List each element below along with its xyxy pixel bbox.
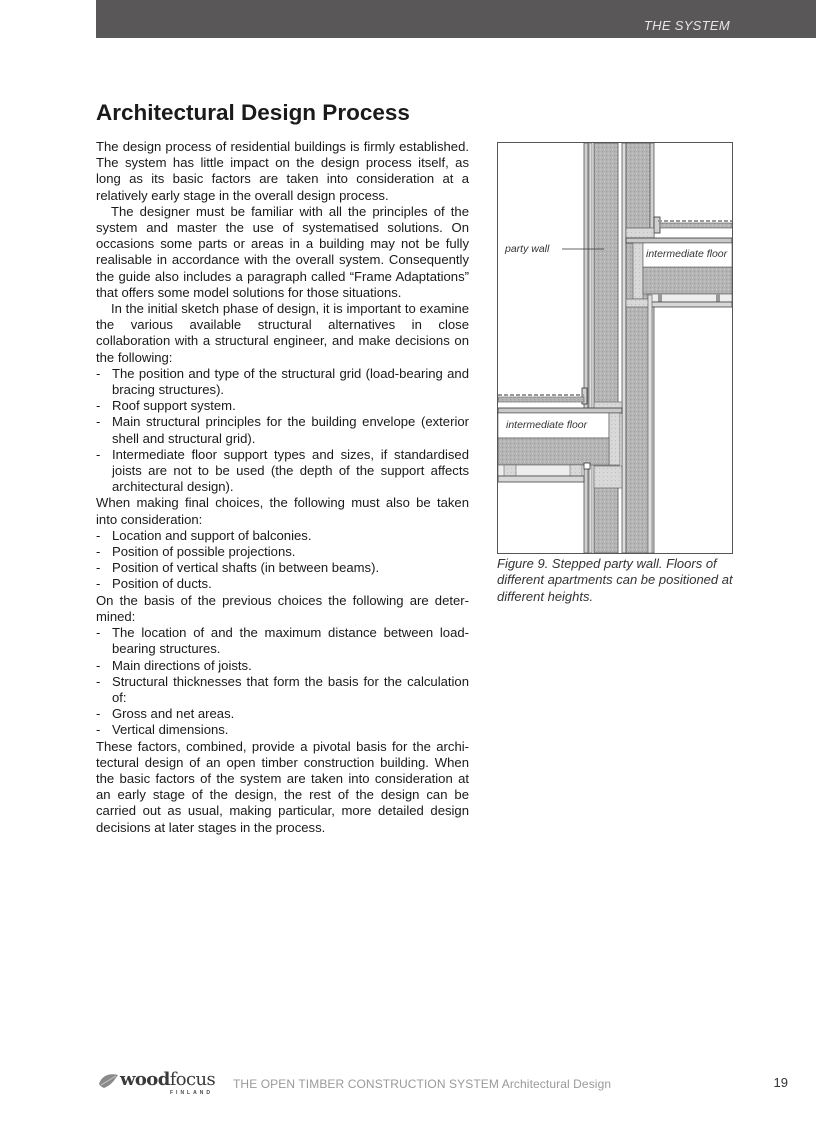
logo-subtitle: FINLAND [170, 1090, 213, 1096]
paragraph: In the initial sketch phase of design, it is important to examine the various available structural alternatives in close collaboration with a structural engineer, and make decisions on the following: [96, 301, 469, 365]
stepped-party-wall-figure [497, 142, 733, 554]
decision-list [96, 366, 469, 496]
list-item: - Vertical dimensions. [96, 722, 229, 738]
list-item: - Position of ducts. [96, 576, 212, 592]
list-item: - Main directions of joists. [96, 657, 252, 673]
page-footer [96, 1068, 796, 1098]
list-item: - Location and support of balconies. [96, 527, 312, 543]
section-drawing [498, 143, 732, 553]
list-item: - Main structural principles for the building envelope (exterior shell and structural grid). [96, 414, 469, 446]
list-item: - Intermediate floor support types and sizes, if standardised joists are not to be used (the depth of the support affects architectural design). [96, 446, 469, 495]
consideration-list [96, 528, 469, 593]
paragraph: When making final choices, the following must also be taken into consideration: [96, 495, 469, 527]
list-item: - Structural thicknesses that form the basis for the calculation of: [96, 673, 469, 705]
page-number: 19 [773, 1075, 788, 1090]
body-text-column [96, 139, 469, 836]
label-intermediate-floor-upper: intermediate floor [646, 248, 728, 260]
woodfocus-logo [96, 1068, 226, 1098]
running-title: THE OPEN TIMBER CONSTRUCTION SYSTEM Architectural Design [233, 1077, 612, 1091]
section-label: THE SYSTEM [643, 18, 730, 33]
list-item: - Position of vertical shafts (in between beams). [96, 560, 380, 576]
label-intermediate-floor-lower: intermediate floor [506, 419, 588, 431]
list-item: - The position and type of the structural grid (load-bearing and bracing structures). [96, 365, 469, 398]
page-title: Architectural Design Process [96, 100, 410, 125]
figure-caption: Figure 9. Stepped party wall. Floors of different apartments can be positioned at different heights. [497, 556, 733, 604]
paragraph: The designer must be familiar with all the principles of the system and master the use of systematised solutions. On occasions some parts or areas in a building may not be fully realisable in accordance with the overall system. Consequently the guide also includes a paragraph called “Frame Adaptations” that offers some model solutions for those situations. [96, 203, 469, 300]
list-item: - The location of and the maximum distance between load-bearing structures. [96, 625, 469, 657]
list-item: - Roof support system. [96, 398, 236, 414]
leaf-icon [98, 1072, 120, 1090]
paragraph: On the basis of the previous choices the following are deter-mined: [96, 592, 469, 624]
paragraph: The design process of residential buildings is firmly established. The system has little impact on the design process itself, as long as its basic factors are taken into consideration at a relatively early stage in the overall design process. [96, 139, 469, 203]
list-item: - Position of possible projections. [96, 544, 296, 560]
header-band [96, 0, 816, 38]
paragraph: These factors, combined, provide a pivotal basis for the archi-tectural design of an open timber construction building. When the basic factors of the system are taken into consideration at an early stage of the design, the rest of the design can be carried out as usual, making particular, more detailed design decisions at later stages in the process. [96, 738, 469, 835]
label-party-wall: party wall [505, 243, 550, 255]
list-item: - Gross and net areas. [96, 706, 235, 722]
determined-list [96, 625, 469, 738]
logo-wordmark: woodfocus [120, 1069, 216, 1090]
